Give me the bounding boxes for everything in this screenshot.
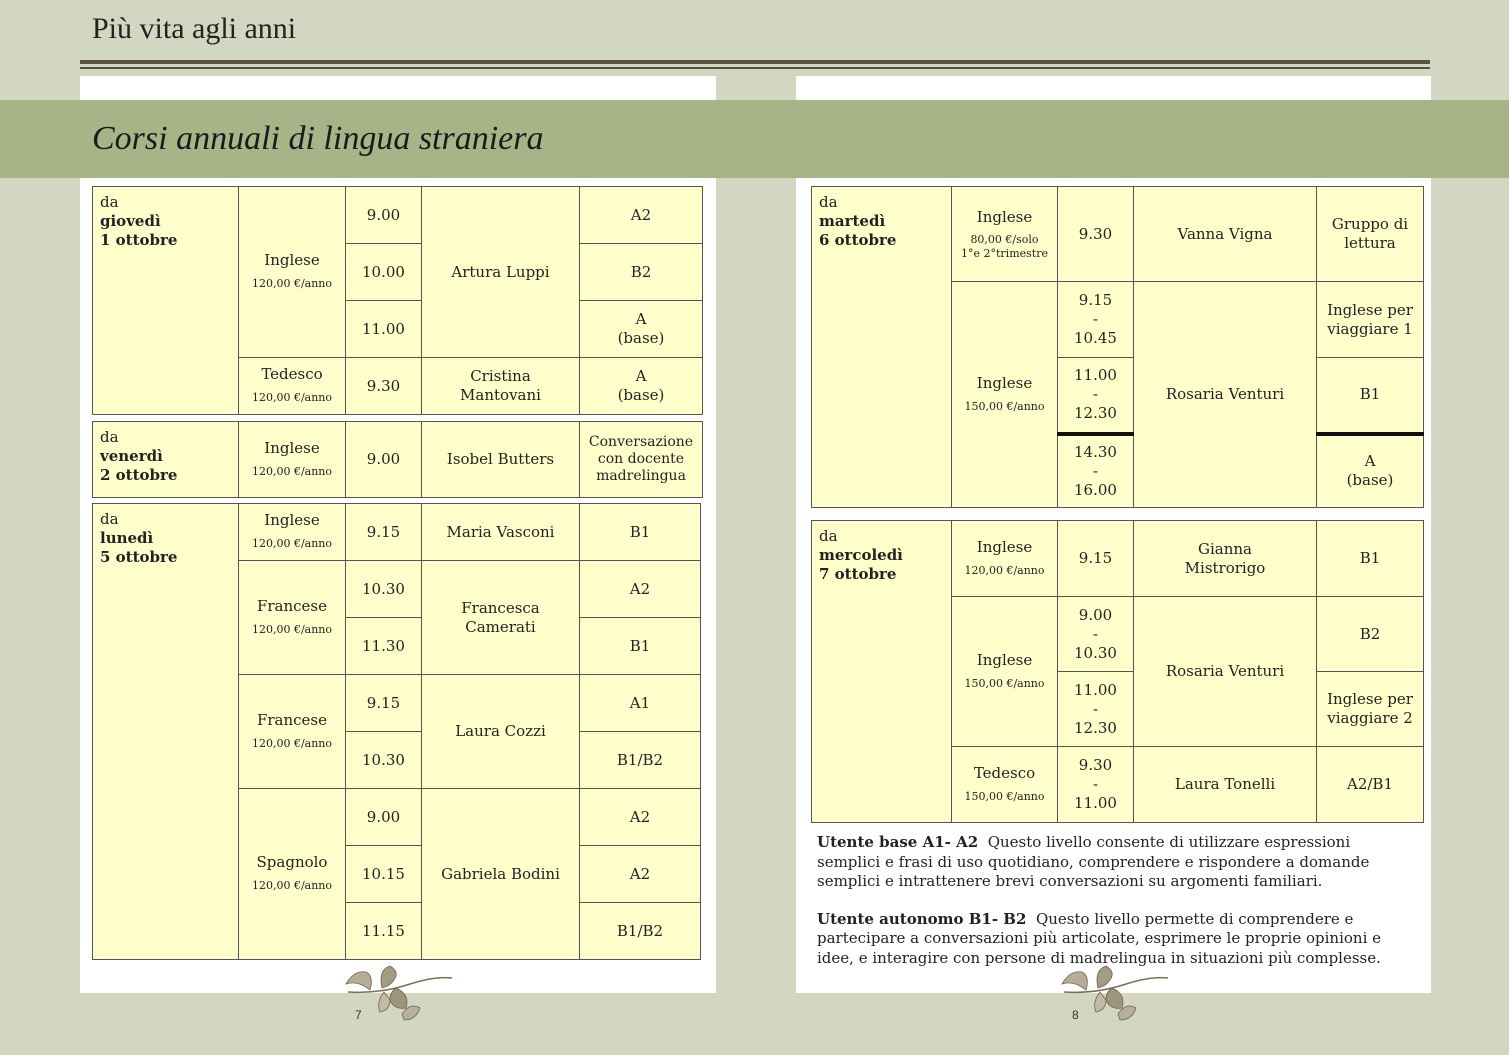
- note-text: Questo livello permette di comprendere e partecipare a conversazioni più articolate, esprimere le proprie opinioni e idee, e interagire con persone di madrelingua in situazioni più complesse.: [817, 909, 1382, 967]
- language-cell: [239, 358, 346, 415]
- language-name: Tedesco: [261, 365, 323, 383]
- level-cell: B1: [1317, 521, 1424, 597]
- day-prefix: da: [100, 510, 119, 528]
- time-cell: 11.15: [346, 903, 422, 960]
- language-name: Inglese: [976, 650, 1033, 669]
- language-name: Tedesco: [973, 763, 1036, 782]
- note-base: [817, 833, 1407, 892]
- schedule-giovedi: [92, 186, 703, 415]
- time-cell: 9.00: [346, 422, 422, 498]
- time-cell: 9.30 - 11.00: [1058, 747, 1134, 823]
- page-number-right: 8: [1072, 1008, 1079, 1022]
- day-date: 1 ottobre: [100, 231, 178, 249]
- level-cell: A2: [580, 846, 701, 903]
- time-cell: 9.30: [1058, 187, 1134, 282]
- teacher-cell: Rosaria Venturi: [1134, 597, 1317, 747]
- teacher-cell: Vanna Vigna: [1134, 187, 1317, 282]
- day-date: 2 ottobre: [100, 466, 178, 484]
- schedule-venerdi: [92, 421, 703, 498]
- language-name: Spagnolo: [256, 853, 328, 871]
- time-cell: 9.15: [346, 504, 422, 561]
- teacher-cell: Francesca Camerati: [422, 561, 580, 675]
- teacher-cell: Gianna Mistrorigo: [1134, 521, 1317, 597]
- time-cell: 10.30: [346, 561, 422, 618]
- header-rule-thin: [80, 67, 1430, 69]
- time-cell: 9.15 - 10.45: [1058, 282, 1134, 358]
- note-text: Questo livello consente di utilizzare espressioni semplici e frasi di uso quotidiano, comprendere e rispondere a domande semplici e intrattenere brevi conversazioni su argomenti familiari.: [817, 833, 1370, 890]
- level-cell: B1: [580, 504, 701, 561]
- course-price: 150,00 €/anno: [964, 789, 1045, 803]
- time-cell: 11.30: [346, 618, 422, 675]
- day-name: mercoledì: [819, 546, 903, 564]
- level-cell: B2: [1317, 597, 1424, 672]
- teacher-cell: Rosaria Venturi: [1134, 282, 1317, 508]
- language-name: Inglese: [976, 207, 1033, 226]
- level-cell: A (base): [580, 358, 703, 415]
- language-cell: [952, 521, 1058, 597]
- level-cell: B1: [580, 618, 701, 675]
- header-title: Più vita agli anni: [92, 12, 297, 45]
- note-title: Utente autonomo B1- B2: [817, 909, 1027, 928]
- schedule-mercoledi: [811, 520, 1424, 823]
- time-cell: 10.30: [346, 732, 422, 789]
- course-price: 150,00 €/anno: [964, 399, 1045, 413]
- level-cell: B1: [1317, 358, 1424, 434]
- teacher-cell: Maria Vasconi: [422, 504, 580, 561]
- language-cell: [239, 187, 346, 358]
- time-cell: 11.00 - 12.30: [1058, 358, 1134, 434]
- course-price: 120,00 €/anno: [251, 879, 333, 892]
- language-name: Francese: [256, 710, 328, 729]
- day-prefix: da: [819, 193, 838, 211]
- time-cell: 10.00: [346, 244, 422, 301]
- language-cell: [239, 422, 346, 498]
- level-cell: Gruppo di lettura: [1317, 187, 1424, 282]
- course-price: 120,00 €/anno: [251, 391, 333, 404]
- day-cell: [93, 504, 239, 960]
- course-price: 120,00 €/anno: [251, 736, 333, 750]
- language-cell: [952, 187, 1058, 282]
- course-price: 120,00 €/anno: [251, 464, 333, 478]
- time-cell: 10.15: [346, 846, 422, 903]
- level-cell: B1/B2: [580, 732, 701, 789]
- day-cell: [93, 187, 239, 415]
- time-cell: 9.00: [346, 789, 422, 846]
- language-name: Inglese: [976, 537, 1033, 556]
- course-price: 120,00 €/anno: [251, 622, 333, 636]
- header-rule: [80, 60, 1430, 64]
- language-cell: [239, 789, 346, 960]
- language-name: Inglese: [264, 251, 320, 269]
- language-cell: [952, 747, 1058, 823]
- time-cell: 9.15: [1058, 521, 1134, 597]
- section-title: Corsi annuali di lingua straniera: [92, 120, 544, 157]
- language-cell: [239, 675, 346, 789]
- teacher-cell: Isobel Butters: [422, 422, 580, 498]
- level-cell: A2: [580, 187, 703, 244]
- level-cell: A1: [580, 675, 701, 732]
- day-prefix: da: [100, 428, 119, 446]
- course-price: 80,00 €/solo 1°e 2°trimestre: [961, 232, 1048, 260]
- course-price: 150,00 €/anno: [964, 676, 1045, 690]
- day-prefix: da: [100, 193, 119, 211]
- day-cell: [812, 187, 952, 508]
- time-cell: 9.00: [346, 187, 422, 244]
- language-cell: [952, 282, 1058, 508]
- language-cell: [239, 504, 346, 561]
- day-cell: [812, 521, 952, 823]
- level-cell: Conversazione con docente madrelingua: [580, 422, 703, 498]
- language-name: Inglese: [264, 438, 320, 457]
- course-price: 120,00 €/anno: [964, 563, 1045, 577]
- language-cell: [952, 597, 1058, 747]
- note-autonomo: [817, 910, 1407, 969]
- day-name: martedì: [819, 212, 886, 230]
- day-date: 5 ottobre: [100, 548, 178, 566]
- schedule-lunedi: [92, 503, 701, 960]
- level-cell: A (base): [580, 301, 703, 358]
- day-name: venerdì: [100, 447, 163, 465]
- level-cell: A2/B1: [1317, 747, 1424, 823]
- course-price: 120,00 €/anno: [251, 537, 333, 550]
- day-cell: [93, 422, 239, 498]
- language-name: Inglese: [976, 373, 1033, 392]
- course-price: 120,00 €/anno: [251, 277, 333, 290]
- time-cell: 14.30 - 16.00: [1058, 434, 1134, 508]
- day-prefix: da: [819, 527, 838, 545]
- teacher-cell: Laura Tonelli: [1134, 747, 1317, 823]
- day-name: giovedì: [100, 212, 161, 230]
- language-name: Francese: [256, 596, 328, 615]
- time-cell: 11.00: [346, 301, 422, 358]
- level-cell: Inglese per viaggiare 1: [1317, 282, 1424, 358]
- note-title: Utente base A1- A2: [817, 833, 979, 851]
- time-cell: 9.15: [346, 675, 422, 732]
- teacher-cell: Cristina Mantovani: [422, 358, 580, 415]
- level-cell: A2: [580, 789, 701, 846]
- level-cell: B1/B2: [580, 903, 701, 960]
- level-cell: A2: [580, 561, 701, 618]
- day-date: 7 ottobre: [819, 565, 897, 583]
- teacher-cell: Laura Cozzi: [422, 675, 580, 789]
- language-cell: [239, 561, 346, 675]
- page-number-left: 7: [355, 1008, 362, 1022]
- language-name: Inglese: [264, 511, 320, 529]
- teacher-cell: Gabriela Bodini: [422, 789, 580, 960]
- time-cell: 11.00 - 12.30: [1058, 672, 1134, 747]
- schedule-martedi: [811, 186, 1424, 508]
- level-cell: A (base): [1317, 434, 1424, 508]
- teacher-cell: Artura Luppi: [422, 187, 580, 358]
- day-date: 6 ottobre: [819, 231, 897, 249]
- level-cell: Inglese per viaggiare 2: [1317, 672, 1424, 747]
- level-cell: B2: [580, 244, 703, 301]
- day-name: lunedì: [100, 529, 154, 547]
- time-cell: 9.30: [346, 358, 422, 415]
- time-cell: 9.00 - 10.30: [1058, 597, 1134, 672]
